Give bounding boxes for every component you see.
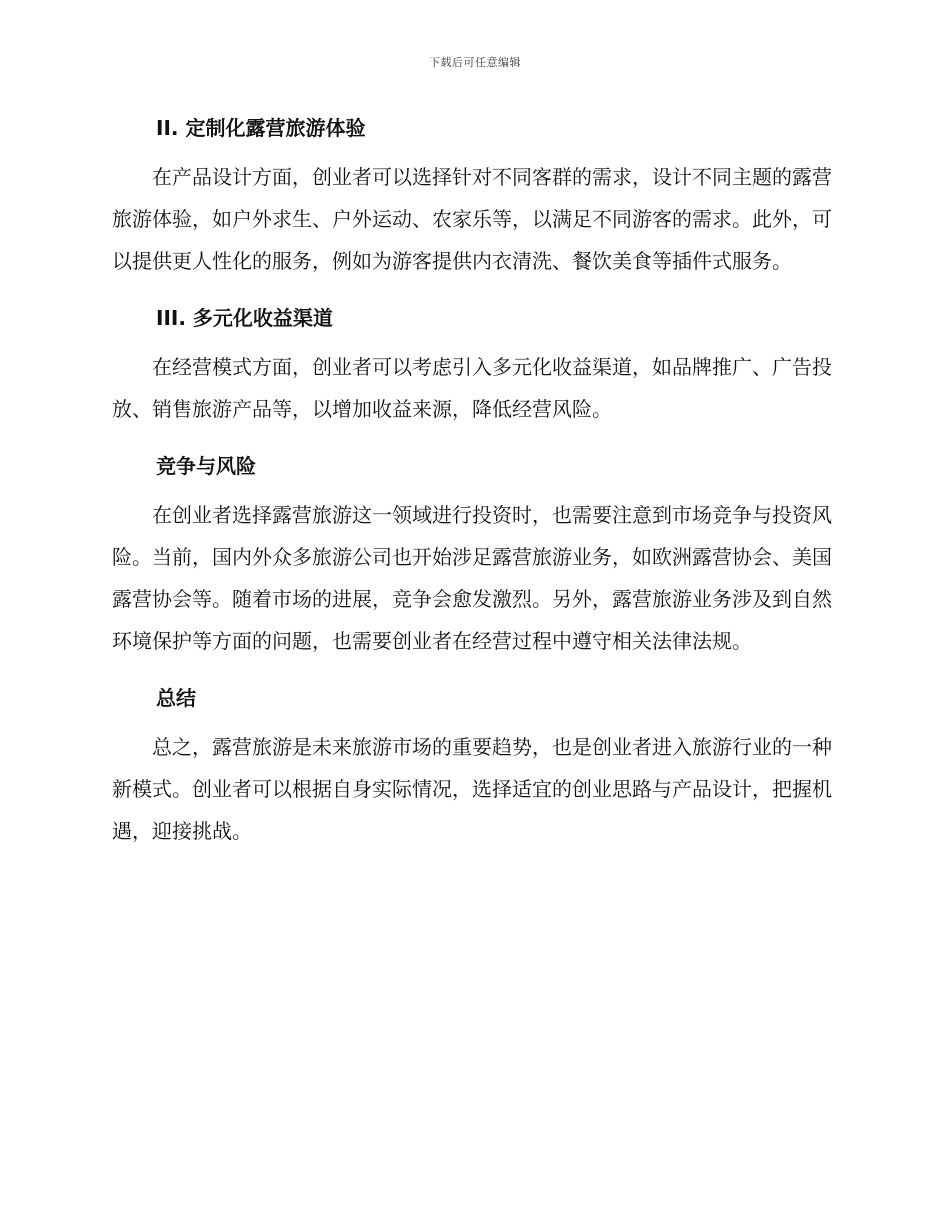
header-note: 下载后可任意编辑: [429, 56, 521, 69]
section-paragraph: 在产品设计方面，创业者可以选择针对不同客群的需求，设计不同主题的露营旅游体验，如户外求生、户外运动、农家乐等，以满足不同游客的需求。此外，可以提供更人性化的服务，例如为游客提供内衣清洗、餐饮美食等插件式服务。: [112, 165, 832, 273]
section-customized-experience: [112, 110, 832, 282]
section-paragraph: 在经营模式方面，创业者可以考虑引入多元化收益渠道，如品牌推广、广告投放、销售旅游产品等，以增加收益来源，降低经营风险。: [112, 355, 832, 421]
document-body: [112, 110, 832, 870]
section-heading: II. 定制化露营旅游体验: [156, 116, 366, 140]
section-heading: 总结: [156, 686, 196, 710]
section-revenue-channels: [112, 300, 832, 430]
section-heading: 竞争与风险: [156, 454, 256, 478]
section-heading: III. 多元化收益渠道: [156, 306, 333, 330]
section-competition-risk: [112, 448, 832, 662]
section-paragraph: 总之，露营旅游是未来旅游市场的重要趋势，也是创业者进入旅游行业的一种新模式。创业者可以根据自身实际情况，选择适宜的创业思路与产品设计，把握机遇，迎接挑战。: [112, 735, 832, 843]
section-paragraph: 在创业者选择露营旅游这一领域进行投资时，也需要注意到市场竞争与投资风险。当前，国内外众多旅游公司也开始涉足露营旅游业务，如欧洲露营协会、美国露营协会等。随着市场的进展，竞争会愈发激烈。另外，露营旅游业务涉及到自然环境保护等方面的问题，也需要创业者在经营过程中遵守相关法律法规。: [112, 503, 832, 653]
section-summary: [112, 680, 832, 852]
